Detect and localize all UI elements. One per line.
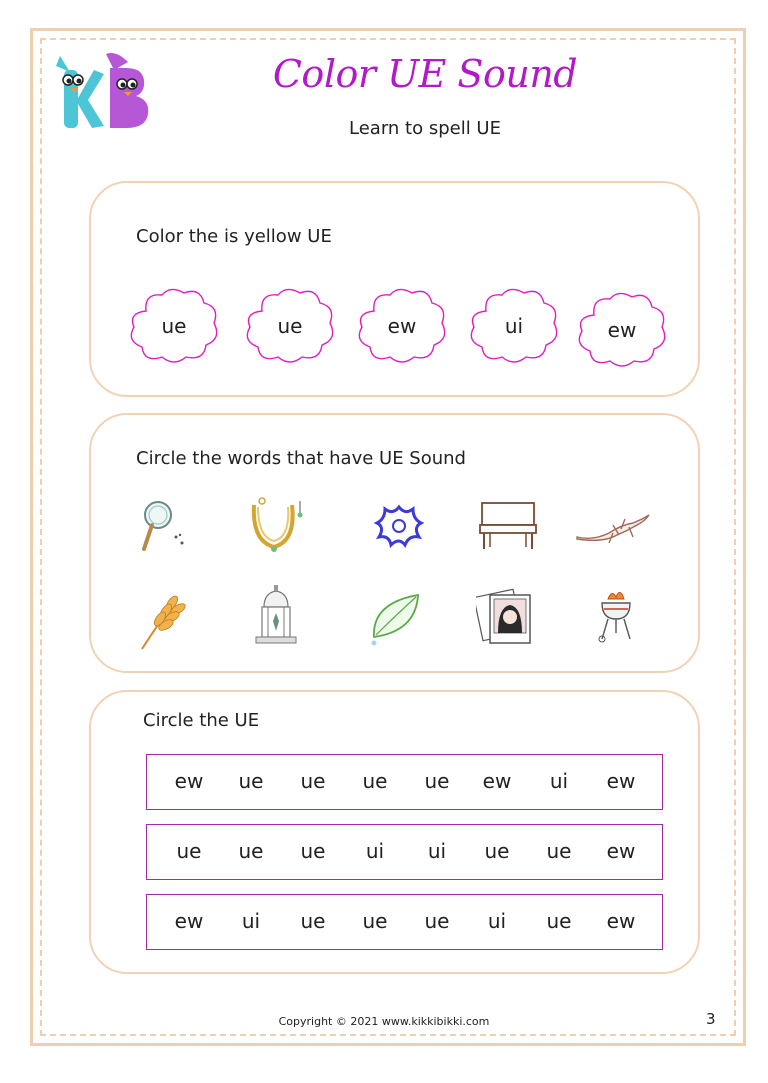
wheat-icon[interactable] bbox=[136, 587, 196, 647]
kb-logo bbox=[52, 48, 152, 133]
letters-cell[interactable]: ue bbox=[484, 839, 510, 863]
color-section-instruction: Color the is yellow UE bbox=[136, 226, 332, 247]
letters-cell[interactable]: ue bbox=[424, 909, 450, 933]
letters-row bbox=[146, 894, 663, 950]
letters-cell[interactable]: ui bbox=[241, 909, 261, 933]
letters-cell[interactable]: ue bbox=[238, 769, 264, 793]
necklace-icon[interactable] bbox=[246, 497, 306, 557]
letters-cell[interactable]: ui bbox=[549, 769, 569, 793]
cloud-word-label: ue bbox=[161, 314, 187, 338]
lizard-icon[interactable] bbox=[573, 497, 653, 557]
letters-section-panel bbox=[89, 690, 700, 974]
color-section-panel bbox=[89, 181, 700, 397]
letters-cell[interactable]: ew bbox=[174, 909, 204, 933]
letters-cell[interactable]: ew bbox=[482, 769, 512, 793]
letters-cell[interactable]: ue bbox=[546, 909, 572, 933]
cloud-word[interactable] bbox=[466, 285, 562, 367]
bench-icon[interactable] bbox=[476, 497, 536, 557]
letters-cell[interactable]: ew bbox=[174, 769, 204, 793]
cloud-word-label: ew bbox=[387, 314, 417, 338]
letters-section-instruction: Circle the UE bbox=[143, 710, 260, 731]
blue-squiggle-icon[interactable] bbox=[369, 497, 429, 557]
picture-section-instruction: Circle the words that have UE Sound bbox=[136, 448, 466, 469]
letters-cell[interactable]: ue bbox=[300, 909, 326, 933]
letters-cell[interactable]: ew bbox=[606, 769, 636, 793]
cloud-word[interactable] bbox=[126, 285, 222, 367]
page-subtitle: Learn to spell UE bbox=[349, 118, 501, 139]
cloud-word-row bbox=[126, 283, 666, 373]
photos-icon[interactable] bbox=[476, 585, 536, 645]
cloud-word[interactable] bbox=[574, 289, 670, 371]
cloud-word[interactable] bbox=[354, 285, 450, 367]
page-title: Color UE Sound bbox=[272, 52, 578, 96]
letters-cell[interactable]: ue bbox=[362, 769, 388, 793]
letters-row bbox=[146, 754, 663, 810]
cloud-word-label: ew bbox=[607, 318, 637, 342]
letters-cell[interactable]: ui bbox=[487, 909, 507, 933]
grill-icon[interactable] bbox=[586, 585, 646, 645]
picture-section-panel bbox=[89, 413, 700, 673]
letters-cell[interactable]: ui bbox=[427, 839, 447, 863]
letters-cell[interactable]: ue bbox=[300, 769, 326, 793]
cloud-word[interactable] bbox=[242, 285, 338, 367]
letters-cell[interactable]: ue bbox=[176, 839, 202, 863]
letters-cell[interactable]: ue bbox=[362, 909, 388, 933]
letters-cell[interactable]: ue bbox=[300, 839, 326, 863]
cloud-word-label: ui bbox=[504, 314, 524, 338]
statue-icon[interactable] bbox=[246, 583, 306, 643]
page-number: 3 bbox=[706, 1010, 716, 1028]
letters-cell[interactable]: ue bbox=[546, 839, 572, 863]
letters-cell[interactable]: ue bbox=[424, 769, 450, 793]
letters-cell[interactable]: ew bbox=[606, 839, 636, 863]
copyright-footer: Copyright © 2021 www.kikkibikki.com bbox=[278, 1015, 490, 1028]
magnifying-glass-icon[interactable] bbox=[136, 497, 196, 557]
letters-cell[interactable]: ue bbox=[238, 839, 264, 863]
cloud-word-label: ue bbox=[277, 314, 303, 338]
letters-cell[interactable]: ew bbox=[606, 909, 636, 933]
letters-cell[interactable]: ui bbox=[365, 839, 385, 863]
letters-row bbox=[146, 824, 663, 880]
leaf-icon[interactable] bbox=[366, 587, 426, 647]
